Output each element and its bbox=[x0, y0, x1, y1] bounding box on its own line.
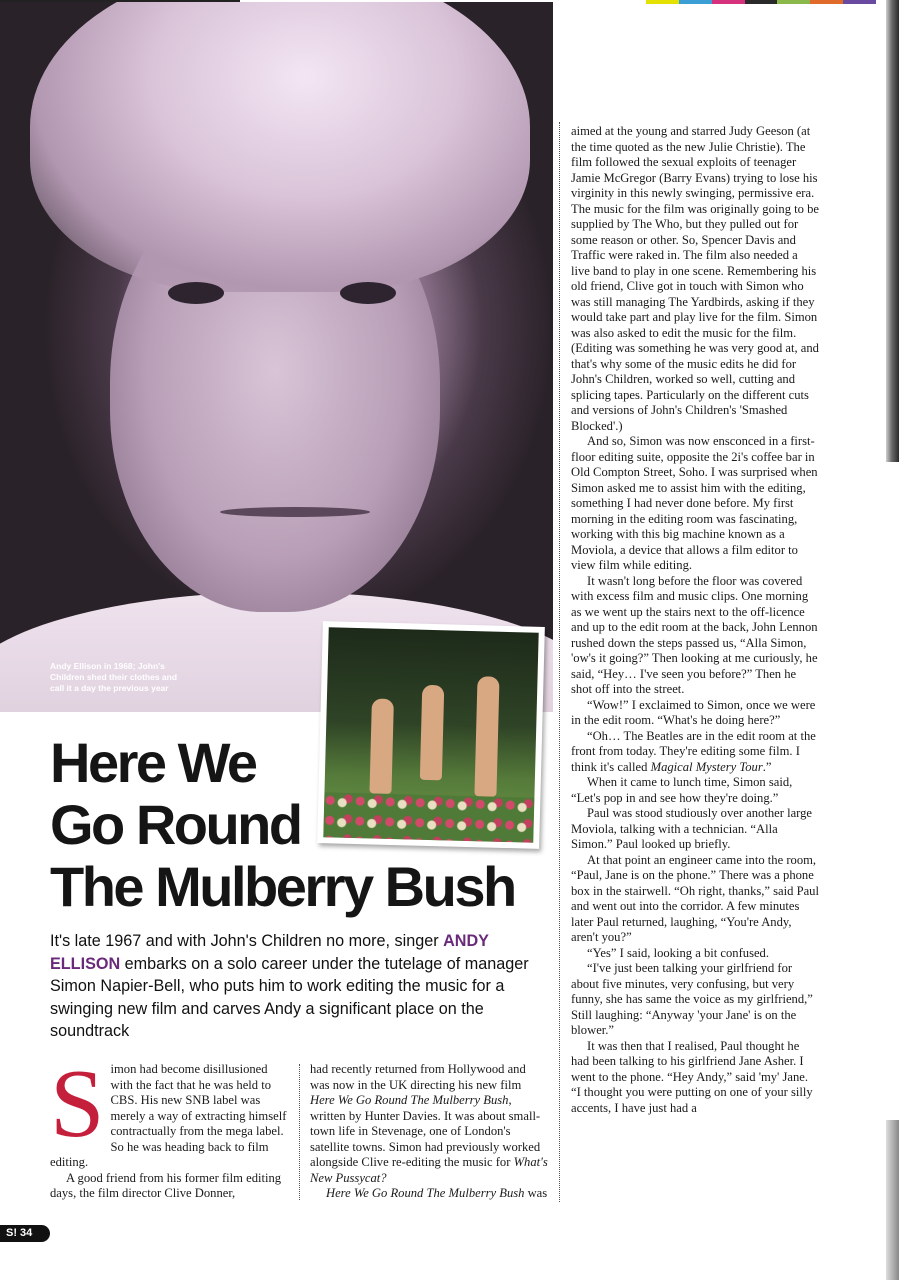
body-column-1 bbox=[50, 1050, 290, 1202]
body-paragraph bbox=[50, 1050, 290, 1171]
body-paragraph: And so, Simon was now ensconced in a first-floor editing suite, opposite the 2i's coffee bar in Old Compton Street, Soho. I was surprised when Simon asked me to assist him with the editing, something I had never done before. My first morning in the editing room was fascinating, working with this big machine known as a Moviola, a device that allows a film editor to view film while editing. bbox=[571, 434, 818, 572]
headline-line-2: Go Round bbox=[50, 793, 301, 856]
standfirst-author-highlight: ANDY ELLISON bbox=[50, 932, 489, 973]
color-swatch bbox=[745, 0, 778, 4]
body-text: , written by Hunter Davies. It was about small-town life in Stevenage, one of London's satellite towns. Simon had previously worked alongside Clive re-editing the music for bbox=[310, 1093, 541, 1169]
column-divider bbox=[299, 1064, 300, 1200]
headline-line-3: The Mulberry Bush bbox=[50, 855, 515, 918]
color-swatch bbox=[777, 0, 810, 4]
color-swatch bbox=[843, 0, 876, 4]
body-paragraph: “Yes” I said, looking a bit confused. bbox=[587, 945, 769, 960]
standfirst-text: It's late 1967 and with John's Children no more, singer bbox=[50, 932, 444, 950]
body-paragraph: “I've just been talking your girlfriend for about five minutes, very confusing, but very funny, she has same the voice as my girlfriend,” Still laughing: “Anyway 'your Jane' is on the blower.” bbox=[571, 961, 813, 1037]
headline-line-1: Here We bbox=[50, 731, 256, 794]
photo-mouth bbox=[220, 507, 370, 517]
film-title: What's New Pussycat? bbox=[310, 1155, 548, 1185]
facing-page-photo-edge bbox=[886, 0, 899, 462]
photo-eye-left bbox=[168, 282, 224, 304]
body-paragraph: Paul was stood studiously over another large Moviola, talking with a technician. “Alla Simon.” Paul looked up briefly. bbox=[571, 806, 813, 851]
column-divider bbox=[559, 122, 560, 1202]
page-number-badge: S! 34 bbox=[0, 1225, 50, 1242]
body-paragraph: It was then that I realised, Paul thought he had been talking to his girlfriend Jane Asher. I went to the phone. “Hey Andy,” said 'my' Jane. “I thought you were putting on one of your silly accents, I have just had a bbox=[571, 1038, 813, 1115]
photo-eye-right bbox=[340, 282, 396, 304]
body-paragraph bbox=[571, 729, 819, 776]
body-paragraph bbox=[310, 1186, 548, 1202]
film-title: Here We Go Round The Mulberry Bush bbox=[310, 1093, 509, 1107]
headline bbox=[50, 732, 550, 918]
print-color-bar bbox=[646, 0, 876, 4]
body-paragraph: aimed at the young and starred Judy Geeson (at the time quoted as the new Julie Christie). The film followed the sexual exploits of teenager Jamie McGregor (Barry Evans) trying to lose his virginity in this newly swinging, permissive era. The music for the film was originally going to be supplied by The Who, but they pulled out for some reason or other. So, Spencer Davis and Traffic were raked in. The film also needed a live band to play in one scene. Remembering his old friend, Clive got in touch with Simon who was still managing The Yardbirds, asking if they would take part and play live for the film. Simon was also asked to edit the music for the film. (Editing was something he was very good at, and that's why some of the music edits he did for John's Children, worked so well, cutting and splicing tapes. Particularly on the different cuts and versions of John's Children's 'Smashed Blocked'.) bbox=[571, 124, 819, 433]
film-title: Here We Go Round The Mulberry Bush bbox=[326, 1186, 525, 1200]
body-text: was bbox=[524, 1186, 548, 1200]
body-column-2 bbox=[310, 1062, 548, 1202]
color-swatch bbox=[646, 0, 679, 4]
body-text: had recently returned from Hollywood and was now in the UK directing his new film bbox=[310, 1062, 526, 1092]
body-text: imon had become disillusioned with the fact that he was held to CBS. His new SNB label was merely a way of extracting himself contractually from the mega label. So he was heading back to film editing. bbox=[50, 1062, 287, 1169]
color-swatch bbox=[712, 0, 745, 4]
color-swatch bbox=[679, 0, 712, 4]
body-paragraph: At that point an engineer came into the room, “Paul, Jane is on the phone.” There was a phone box in the stairwell. “Oh right, thanks,” said Paul and went out into the corridor. A few minutes later Paul returned, laughing, “You're Andy, aren't you?” bbox=[571, 852, 819, 944]
color-swatch bbox=[810, 0, 843, 4]
body-paragraph: “Wow!” I exclaimed to Simon, once we were in the edit room. “What's he doing here?” bbox=[571, 697, 816, 727]
photo-hair bbox=[30, 2, 530, 292]
body-text: “Oh… The Beatles are in the edit room at the front from today. They're editing some film. I think it's called bbox=[571, 728, 816, 774]
photo-caption: Andy Ellison in 1968; John's Children shed their clothes and call it a day the previous year bbox=[50, 661, 178, 693]
body-paragraph: When it came to lunch time, Simon said, “Let's pop in and see how they're doing.” bbox=[571, 775, 793, 805]
standfirst-text: embarks on a solo career under the tutelage of manager Simon Napier-Bell, who puts him to work editing the music for a swinging new film and carves Andy a significant place on the soundtrack bbox=[50, 954, 529, 1040]
film-title: Magical Mystery Tour bbox=[650, 759, 763, 774]
facing-page-edge bbox=[886, 1120, 899, 1280]
body-paragraph: A good friend from his former film editing days, the film director Clive Donner, bbox=[50, 1170, 282, 1200]
body-paragraph: It wasn't long before the floor was covered with excess film and music clips. One morning as we went up the stairs next to the off-licence and up to the edit room at the back, John Lennon rushed down the steps passed us, “Alla Simon, 'ow's it going?” Then looking at me curiously, he said, “Hey… I've seen you before?” Then he shot off into the street. bbox=[571, 573, 818, 696]
body-text: .” bbox=[762, 759, 772, 774]
body-paragraph bbox=[310, 1062, 548, 1186]
hero-portrait-photo bbox=[0, 2, 553, 712]
body-column-3 bbox=[571, 124, 819, 1116]
standfirst bbox=[50, 930, 540, 1043]
drop-cap: S bbox=[50, 1050, 105, 1158]
